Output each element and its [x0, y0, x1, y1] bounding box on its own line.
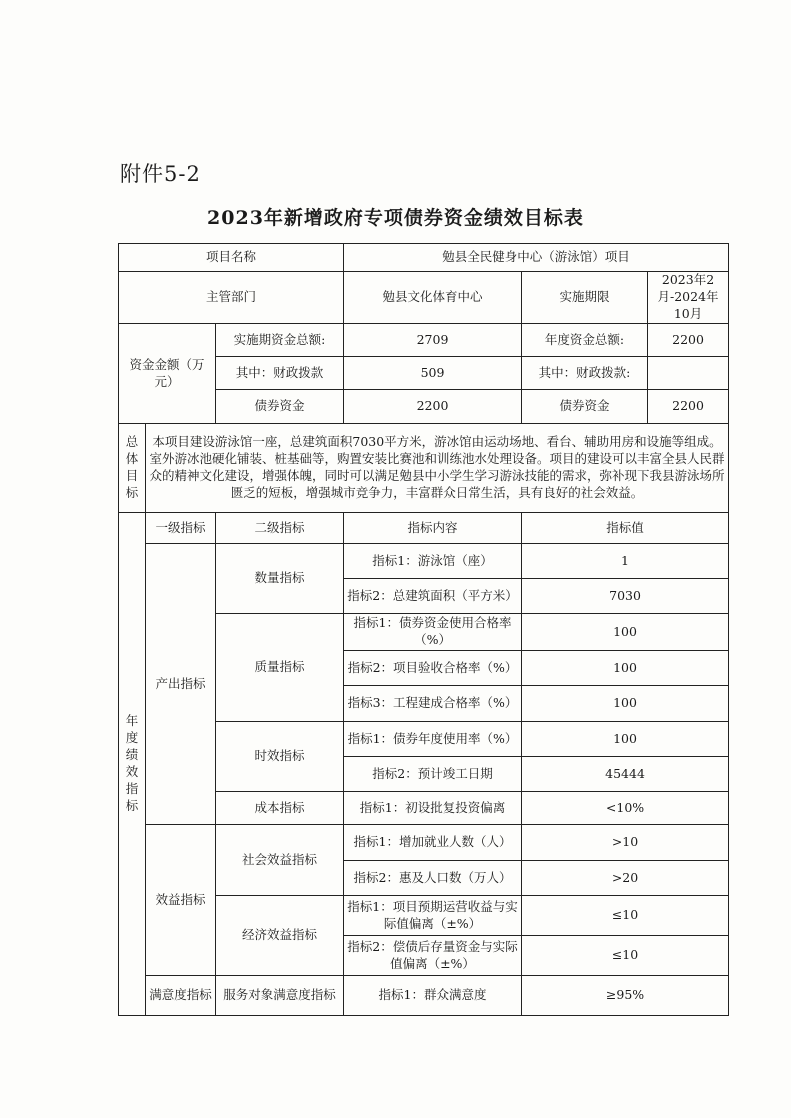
performance-table	[118, 243, 729, 1016]
header-content: 指标内容	[344, 513, 522, 544]
table-row	[119, 244, 729, 272]
annual-funds-value: 2200	[648, 324, 729, 357]
attachment-label: 附件5-2	[120, 162, 201, 186]
indicator-content: 指标1：债券年度使用率（%）	[344, 722, 522, 757]
indicator-content: 指标2：总建筑面积（平方米）	[344, 579, 522, 614]
bond-label: 债券资金	[216, 390, 344, 424]
table-row	[119, 825, 729, 861]
quality-label: 质量指标	[216, 614, 344, 722]
indicator-content: 指标1：债券资金使用合格率（%）	[344, 614, 522, 651]
satisfaction-label: 满意度指标	[146, 976, 216, 1016]
header-value: 指标值	[522, 513, 729, 544]
fiscal-label: 其中：财政拨款	[216, 357, 344, 390]
indicator-value: 7030	[522, 579, 729, 614]
indicator-content: 指标2：预计竣工日期	[344, 757, 522, 792]
indicator-content: 指标1：项目预期运营收益与实际值偏离（±%）	[344, 896, 522, 936]
indicator-value: 100	[522, 722, 729, 757]
indicator-value: 45444	[522, 757, 729, 792]
indicator-value: 100	[522, 614, 729, 651]
indicator-value: 1	[522, 544, 729, 579]
annual-indicators-label: 年度绩效指标	[119, 513, 146, 1016]
header-level1: 一级指标	[146, 513, 216, 544]
funds-label: 资金金额（万元）	[119, 324, 216, 424]
dept-label: 主管部门	[119, 272, 344, 324]
table-row	[119, 272, 729, 324]
annual-bond-value: 2200	[648, 390, 729, 424]
period-label: 实施期限	[522, 272, 648, 324]
indicator-value: 100	[522, 686, 729, 722]
table-row	[119, 976, 729, 1016]
indicator-content: 指标1：游泳馆（座）	[344, 544, 522, 579]
indicator-value: ≤10	[522, 896, 729, 936]
indicator-value: >10	[522, 825, 729, 861]
indicator-content: 指标2：惠及人口数（万人）	[344, 861, 522, 896]
indicator-content: 指标3：工程建成合格率（%）	[344, 686, 522, 722]
timeliness-label: 时效指标	[216, 722, 344, 792]
annual-bond-label: 债券资金	[522, 390, 648, 424]
table-row	[119, 544, 729, 579]
indicator-content: 指标2：项目验收合格率（%）	[344, 651, 522, 686]
indicator-value: 100	[522, 651, 729, 686]
dept-value: 勉县文化体育中心	[344, 272, 522, 324]
table-row	[119, 513, 729, 544]
page-title: 2023年新增政府专项债券资金绩效目标表	[207, 207, 584, 229]
indicator-content: 指标1：初设批复投资偏离	[344, 792, 522, 825]
cost-label: 成本指标	[216, 792, 344, 825]
annual-funds-label: 年度资金总额:	[522, 324, 648, 357]
indicator-content: 指标1：增加就业人数（人）	[344, 825, 522, 861]
project-name-value: 勉县全民健身中心（游泳馆）项目	[344, 244, 729, 272]
total-funds-label: 实施期资金总额:	[216, 324, 344, 357]
project-name-label: 项目名称	[119, 244, 344, 272]
table-row	[119, 424, 729, 513]
header-level2: 二级指标	[216, 513, 344, 544]
fiscal-value: 509	[344, 357, 522, 390]
summary-text: 本项目建设游泳馆一座，总建筑面积7030平方米，游冰馆由运动场地、看台、辅助用房和设施等组成。室外游冰池硬化铺装、桩基础等，购置安装比赛池和训练池水处理设备。项目的建设可以丰富全县人民群众的精神文化建设，增强体魄，同时可以满足勉县中小学生学习游泳技能的需求，弥补现下我县游泳场所匮乏的短板，增强城市竞争力，丰富群众日常生活，具有良好的社会效益。	[146, 424, 729, 513]
summary-label: 总体目标	[119, 424, 146, 513]
social-label: 社会效益指标	[216, 825, 344, 896]
indicator-value: ≤10	[522, 936, 729, 976]
service-satisfaction-label: 服务对象满意度指标	[216, 976, 344, 1016]
economic-label: 经济效益指标	[216, 896, 344, 976]
table-row	[119, 324, 729, 357]
annual-fiscal-value	[648, 357, 729, 390]
bond-value: 2200	[344, 390, 522, 424]
indicator-value: >20	[522, 861, 729, 896]
indicator-content: 指标2：偿债后存量资金与实际值偏离（±%）	[344, 936, 522, 976]
indicator-value: <10%	[522, 792, 729, 825]
period-value: 2023年2月-2024年10月	[648, 272, 729, 324]
annual-fiscal-label: 其中：财政拨款:	[522, 357, 648, 390]
output-label: 产出指标	[146, 544, 216, 825]
indicator-value: ≥95%	[522, 976, 729, 1016]
benefit-label: 效益指标	[146, 825, 216, 976]
quantity-label: 数量指标	[216, 544, 344, 614]
indicator-content: 指标1：群众满意度	[344, 976, 522, 1016]
total-funds-value: 2709	[344, 324, 522, 357]
